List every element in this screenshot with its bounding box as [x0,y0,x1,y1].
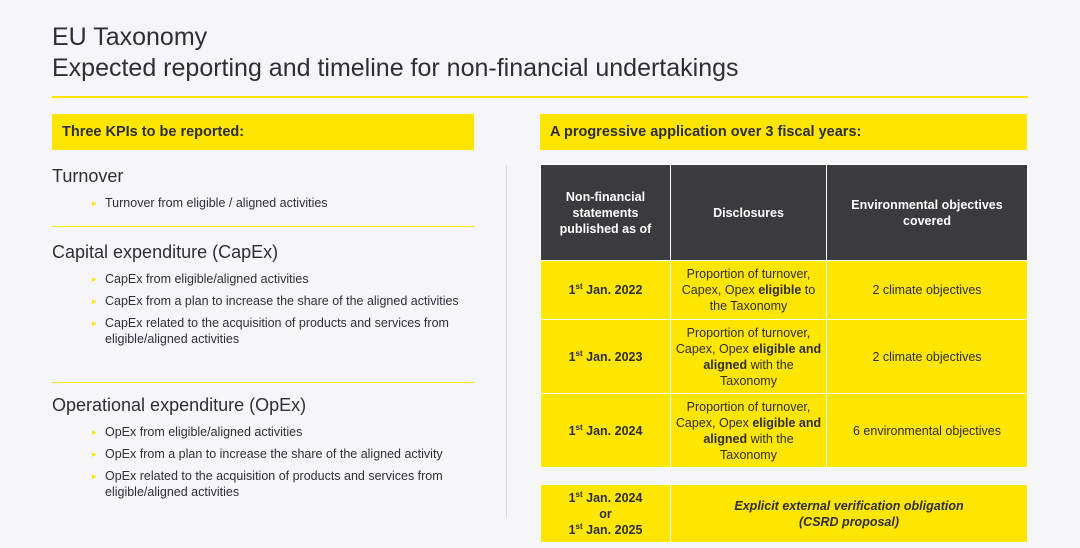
row-disclosure: Proportion of turnover, Capex, Opex eligible and aligned with the Taxonomy [671,320,827,394]
verification-table [540,484,1028,543]
column-header-disclosures: Disclosures [671,165,827,261]
list-item: ▸ OpEx from eligible/aligned activities [92,424,470,440]
row-objectives: 2 climate objectives [827,261,1028,320]
column-divider [506,165,507,517]
list-item: ▸ CapEx from a plan to increase the share of the aligned activities [92,293,470,309]
kpi-title-opex: Operational expenditure (OpEx) [52,395,307,415]
row-disclosure: Proportion of turnover, Capex, Opex eligible and aligned with the Taxonomy [671,394,827,468]
table-row [541,320,1028,394]
row-date: 1st Jan. 2022 [541,261,671,320]
title-underline [52,96,1028,98]
row-objectives: 6 environmental objectives [827,394,1028,468]
kpi-divider [52,226,474,227]
kpi-title-capex: Capital expenditure (CapEx) [52,242,279,262]
list-item: ▸ CapEx from eligible/aligned activities [92,271,470,287]
table-header-row [541,165,1028,261]
table-row [541,485,1028,543]
table-row [541,261,1028,320]
table-row [541,394,1028,468]
verification-dates: 1st Jan. 2024 or 1st Jan. 2025 [541,485,671,543]
row-objectives: 2 climate objectives [827,320,1028,394]
list-item: ▸ OpEx related to the acquisition of products and services from eligible/aligned activities [92,468,470,500]
verification-obligation: Explicit external verification obligation (CSRD proposal) [671,485,1028,543]
row-date: 1st Jan. 2023 [541,320,671,394]
page-title [52,22,739,84]
column-header-objectives: Environmental objectives covered [827,165,1028,261]
kpi-list-capex [92,271,470,353]
list-item: ▸ CapEx related to the acquisition of products and services from eligible/aligned activities [92,315,470,347]
title-line-1: EU Taxonomy [52,23,208,51]
row-disclosure: Proportion of turnover, Capex, Opex eligible to the Taxonomy [671,261,827,320]
list-item: ▸ OpEx from a plan to increase the share of the aligned activity [92,446,470,462]
kpi-title-turnover: Turnover [52,166,124,186]
column-header-date: Non-financial statements published as of [541,165,671,261]
title-line-2: Expected reporting and timeline for non-financial undertakings [52,54,739,82]
row-date: 1st Jan. 2024 [541,394,671,468]
kpi-divider [52,382,474,383]
kpi-section-heading: Three KPIs to be reported: [52,114,474,150]
timeline-table [540,164,1028,468]
kpi-list-opex [92,424,470,506]
list-item: ▸ Turnover from eligible / aligned activities [92,195,470,211]
progressive-section-heading: A progressive application over 3 fiscal years: [540,114,1027,150]
kpi-list-turnover [92,195,470,217]
